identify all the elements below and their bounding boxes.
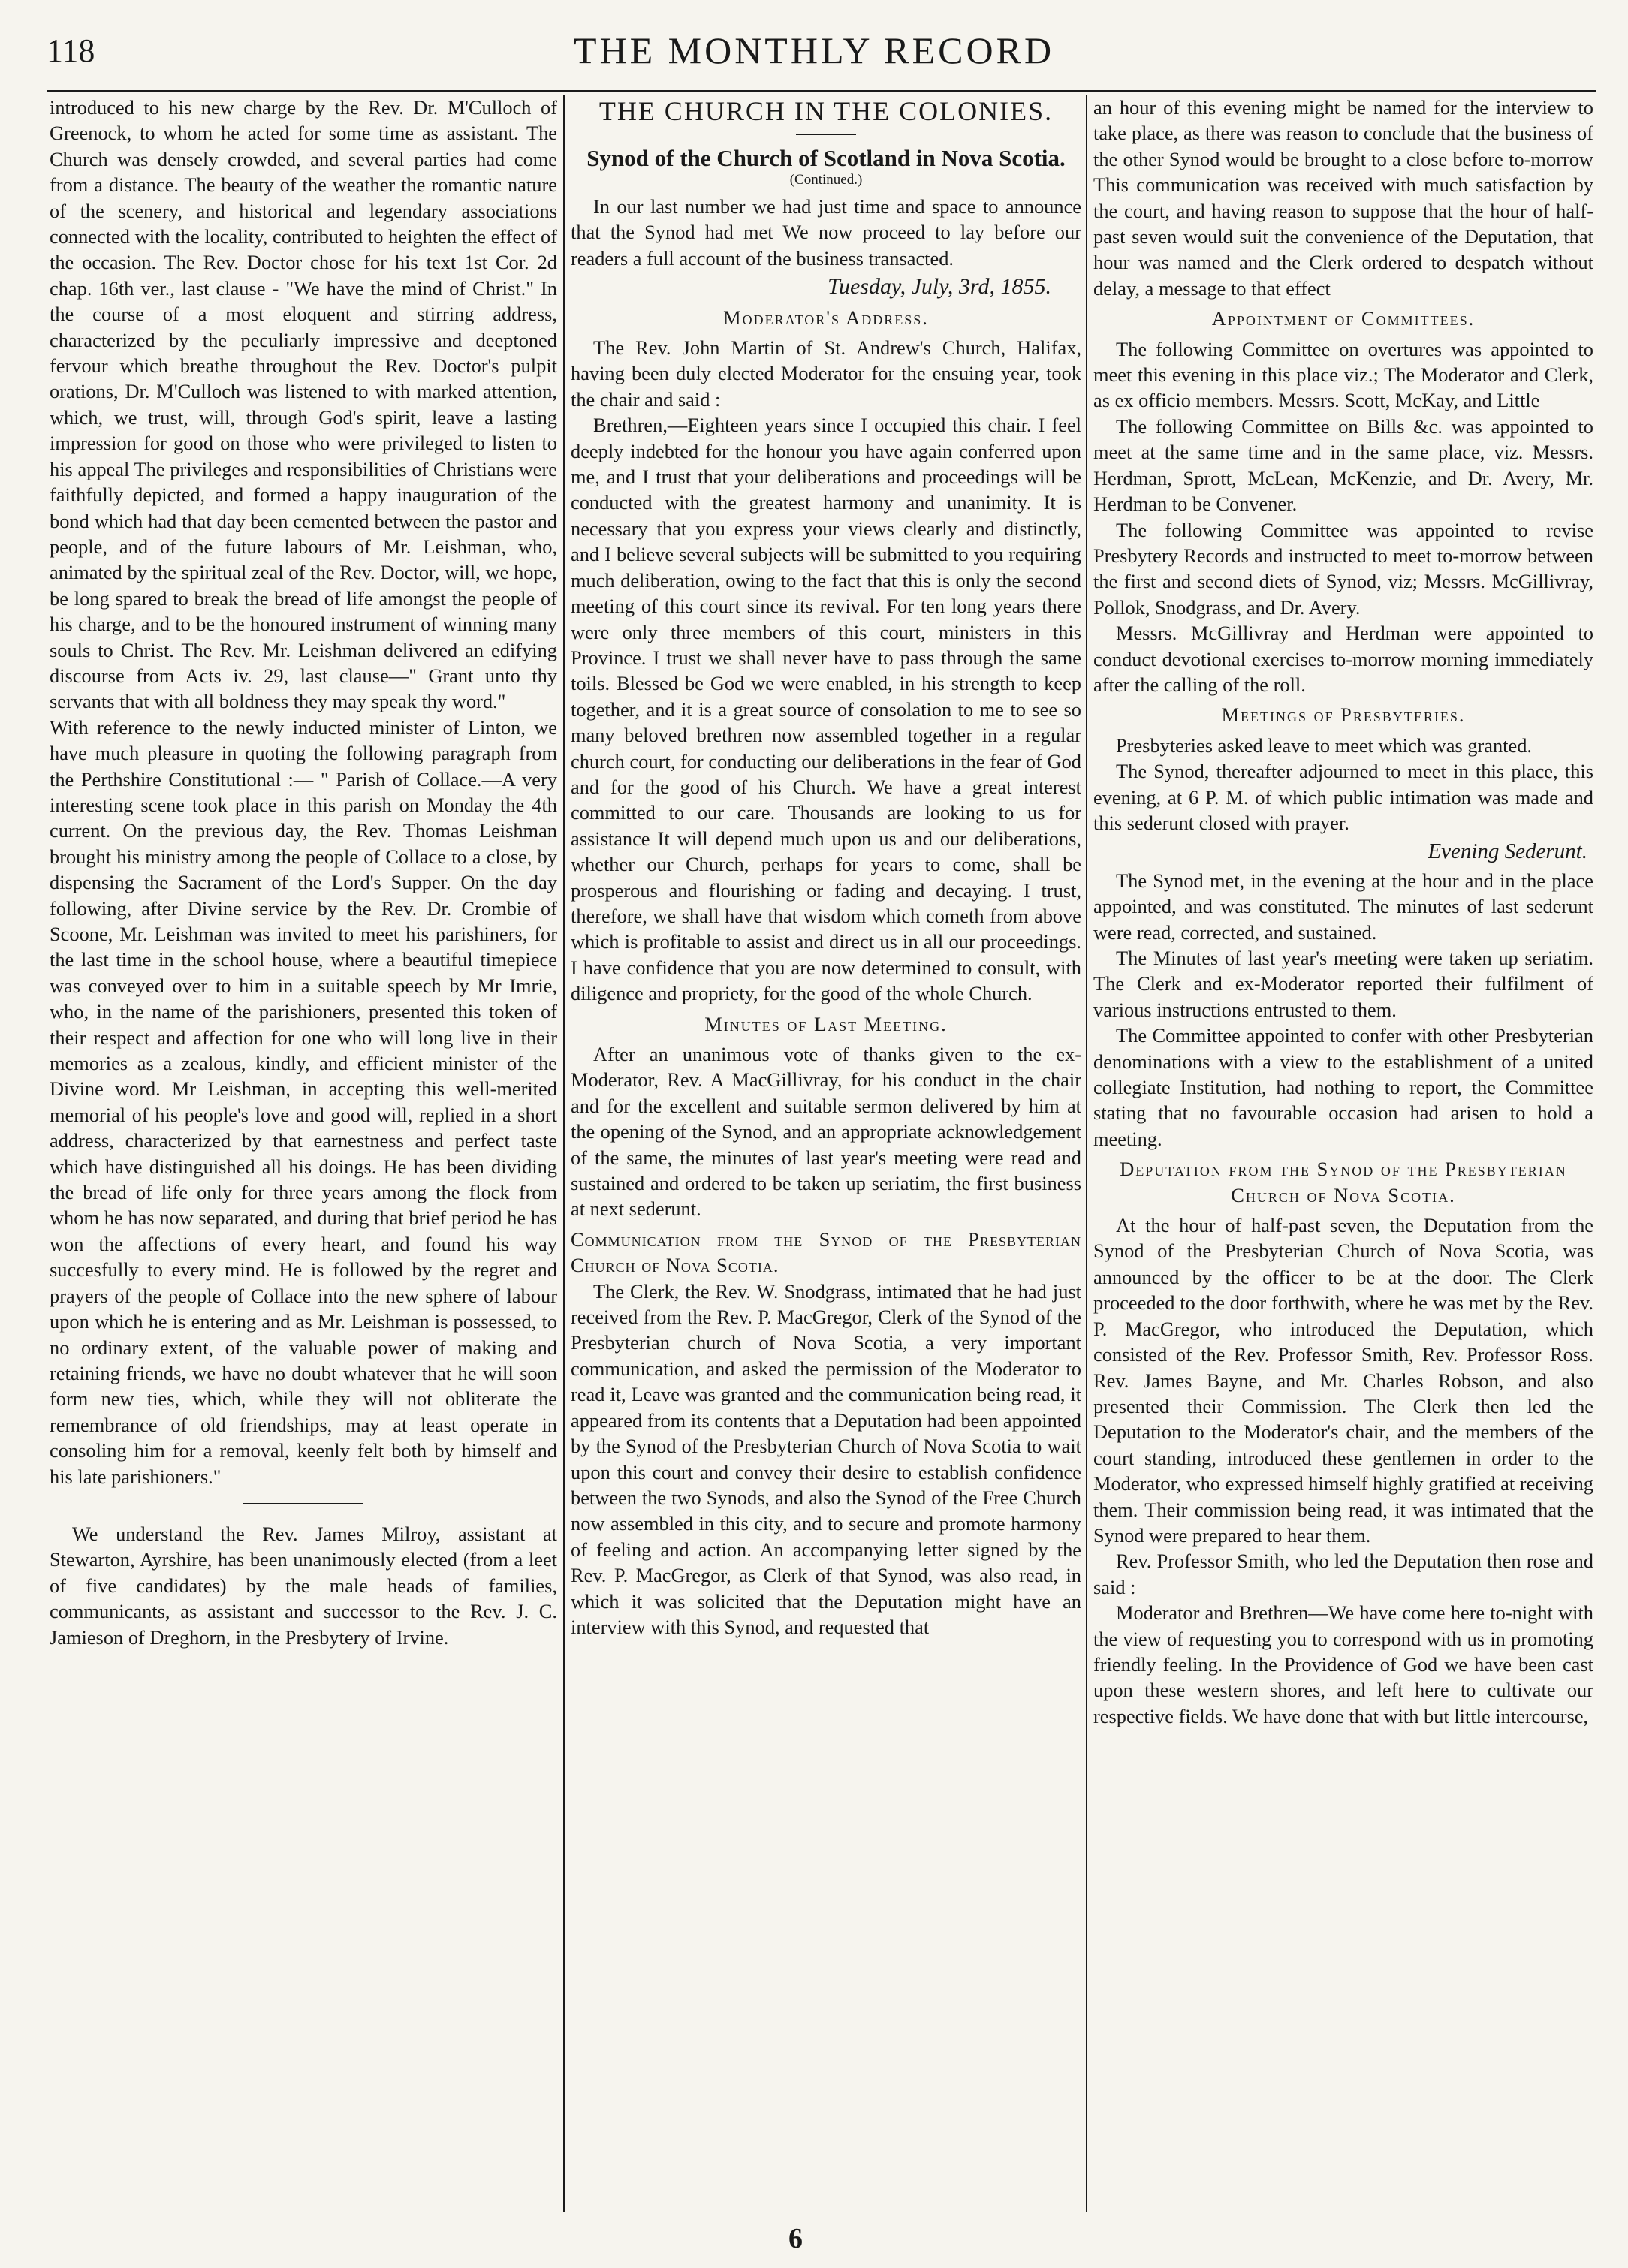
header-rule bbox=[47, 90, 1596, 92]
subheading-committees: Appointment of Committees. bbox=[1211, 307, 1476, 330]
col3-paragraph: The Minutes of last year's meeting were taken up seriatim. The Clerk and ex-Moderator reported their fulfilment of various instructions entrusted to them. bbox=[1093, 947, 1593, 1021]
col3-paragraph: The following Committee on overtures was appointed to meet this evening in this place viz.; The Moderator and Clerk, as ex officio members. Messrs. Scott, McKay, and Little bbox=[1093, 337, 1593, 412]
subheading-deputation: Deputation from the Synod of the Presbyterian Church of Nova Scotia. bbox=[1120, 1158, 1567, 1206]
subheading-communication: Communication from the Synod of the Presbyterian Church of Nova Scotia. bbox=[571, 1227, 1081, 1277]
col2-paragraph: The Clerk, the Rev. W. Snodgrass, intimated that he had just received from the Rev. P. MacGregor, Clerk of the Synod of the Presbyterian church of Nova Scotia, a very important communication, and asked the permission of the Moderator to read it, Leave was granted and the communication being read, it appeared from its contents that a Deputation had been appointed by the Synod of the Presbyterian Church of Nova Scotia to wait upon this court and convey their desire to establish confidence between the two Synods, and also the Synod of the Free Church now assembled in this city, and to secure and promote harmony of feeling and action. An accompanying letter signed by the Rev. P. MacGregor, as Clerk of that Synod, was also read, in which it was solicited that the Deputation might have an interview with this Synod, and requested that bbox=[571, 1279, 1081, 1638]
col2-paragraph: The Rev. John Martin of St. Andrew's Church, Halifax, having been duly elected Moderator for the ensuing year, took the chair and said : bbox=[571, 336, 1081, 411]
column-rule-left bbox=[563, 95, 565, 2212]
col1-paragraph: With reference to the newly inducted minister of Linton, we have much pleasure in quoting the following paragraph from the Perthshire Constitutional :— " Parish of Collace.—A very interesting scene took place in this parish on Monday the 4th current. On the previous day, the Rev. Thomas Leishman brought his ministry among the people of Collace to a close, by dispensing the Sacrament of the Lord's Supper. On the day following, after Divine service by the Rev. Dr. Crombie of Scoone, Mr. Leishman was invited to meet his parishiners, for the last time in the school house, where a beautiful timepiece was conveyed over to him in a suitable speech by Mr Imrie, who, in the name of the parishioners, presented this token of their respect and affection for one who will long live in their memories as a zealous, kindly, and efficient minister of the Divine word. Mr Leishman, in accepting this well-merited memorial of his people's love and good will, replied in a short address, characterized by that earnestness and perfect taste which have distinguished all his doings. He has been dividing the bread of life only for three years among the flock from whom he has now separated, and during that brief period he has won the affections of every heart, and found his way succesfully to every mind. He is followed by the regret and prayers of the people of Collace into the new sphere of labour upon which he is entering and as Mr. Leishman is possessed, to no ordinary extent, of the valuable power of making and retaining friends, we have no doubt whatever that he will soon form new ties, which, while they will not obliterate the remembrance of old friendships, may at least operate in consoling him for a removal, keenly felt both by himself and his late parishioners." bbox=[50, 715, 557, 1488]
col2-paragraph: After an unanimous vote of thanks given to the ex-Moderator, Rev. A MacGillivray, for his conduct in the chair and for the excellent and suitable sermon delivered by him at the opening of the Synod, and an appropriate acknowledgement of the same, the minutes of last year's meeting were read and sustained and ordered to be taken up seriatim, the first business at next sederunt. bbox=[571, 1043, 1081, 1221]
continued-note: (Continued.) bbox=[789, 172, 863, 188]
col3-paragraph: The Committee appointed to confer with other Presbyterian denominations with a view to the establishment of a united collegiate Institution, had nothing to report, the Committee stating that no favourable occasion had arisen to hold a meeting. bbox=[1093, 1024, 1593, 1150]
col3-paragraph: Presbyteries asked leave to meet which was granted. bbox=[1116, 733, 1533, 757]
column-2 bbox=[571, 95, 1081, 2204]
col3-paragraph: an hour of this evening might be named for the interview to take place, as there was reason to conclude that the business of the other Synod would be brought to a close before to-morrow This communication was received with much satisfaction by the court, and having reason to suppose that the hour of half-past seven would suit the convenience of the Deputation, that hour was named and the Clerk ordered to despatch without delay, a message to that effect bbox=[1093, 96, 1593, 300]
col1-paragraph: We understand the Rev. James Milroy, assistant at Stewarton, Ayrshire, has been unanimously elected (from a leet of five candidates) by the male heads of families, communicants, as assistant and successor to the Rev. J. C. Jamieson of Dreghorn, in the Presbytery of Irvine. bbox=[50, 1522, 557, 1649]
col3-paragraph: The Synod, thereafter adjourned to meet in this place, this evening, at 6 P. M. of which public intimation was made and this sederunt closed with prayer. bbox=[1093, 760, 1593, 834]
col3-paragraph: Messrs. McGillivray and Herdman were appointed to conduct devotional exercises to-morrow morning immediately after the calling of the roll. bbox=[1093, 622, 1593, 696]
col3-paragraph: Rev. Professor Smith, who led the Deputation then rose and said : bbox=[1093, 1550, 1593, 1598]
col3-paragraph: The following Committee on Bills &c. was appointed to meet at the same time and in the same place, viz. Messrs. Herdman, Sprott, McLean, McKenzie, and Dr. Avery, Mr. Herdman to be Convener. bbox=[1093, 414, 1593, 516]
col2-paragraph: Brethren,—Eighteen years since I occupied this chair. I feel deeply indebted for the honour you have again conferred upon me, and I trust that your deliberations and proceedings will be conducted with the greatest harmony and unanimity. It is necessary that you express your views clearly and distinctly, and I believe several subjects will be submitted to you requiring much deliberation, owing to the fact that this is only the second meeting of this court since its revival. For ten long years there were only three members of this court, ministers in this Province. I trust we shall never have to pass through the same toils. Blessed be God we were enabled, in his strength to keep together, and it is a great source of consolation to me to see so many beloved brethren now assembled together in a regular church court, for conducting our deliberations in the fear of God and for the good of his Church. We have a great interest committed to our care. Thousands are looking to us for assistance It will depend much upon us and our deliberations, whether our Church, perhaps for years to come, shall be prosperous and flourishing or fading and decaying. I trust, therefore, we shall have that wisdom which cometh from above which is profitable to assist and direct us in all our proceedings. I have confidence that you are now determined to consult, with diligence and propriety, for the good of the whole Church. bbox=[571, 414, 1081, 1005]
subheading-presbyteries: Meetings of Presbyteries. bbox=[1221, 703, 1466, 727]
col3-paragraph: Moderator and Brethren—We have come here to-night with the view of requesting you to correspond with us in promoting friendly feeling. In the Providence of God we have been cast upon these western shores, and left here to cultivate our respective fields. We have done that with but little intercourse, bbox=[1093, 1601, 1593, 1727]
col3-paragraph: The Synod met, in the evening at the hour and in the place appointed, and was constituted. The minutes of last sederunt were read, corrected, and sustained. bbox=[1093, 869, 1593, 944]
section-divider bbox=[243, 1503, 363, 1504]
subheading-moderator-address: Moderator's Address. bbox=[723, 306, 929, 329]
article-title: Synod of the Church of Scotland in Nova Scotia. bbox=[586, 145, 1066, 171]
signature-mark: 6 bbox=[788, 2223, 803, 2254]
page-number: 118 bbox=[47, 32, 95, 69]
col3-paragraph: The following Committee was appointed to revise Presbytery Records and instructed to meet to-morrow between the first and second diets of Synod, viz; Messrs. McGillivray, Pollok, Snodgrass, and Dr. Avery. bbox=[1093, 518, 1593, 619]
page-header bbox=[0, 29, 1628, 89]
running-title: THE MONTHLY RECORD bbox=[573, 29, 1055, 71]
column-3 bbox=[1093, 95, 1593, 2204]
evening-sederunt-heading: Evening Sederunt. bbox=[1428, 839, 1587, 864]
col2-paragraph: In our last number we had just time and space to announce that the Synod had met We now proceed to lay before our readers a full account of the business transacted. bbox=[571, 195, 1081, 270]
article-date: Tuesday, July, 3rd, 1855. bbox=[827, 274, 1051, 300]
col3-paragraph: At the hour of half-past seven, the Deputation from the Synod of the Presbyterian Church of Nova Scotia, was announced by the officer to be at the door. The Clerk proceeded to the door forthwith, where he was met by the Rev. P. MacGregor, who introduced the Deputation, which consisted of the Rev. Professor Smith, Rev. Professor Ross. Rev. James Bayne, and Mr. Charles Robson, and also presented their Commission. The Clerk then led the Deputation to the Moderator's chair, and the members of the court standing, introduced these gentlemen in order to the Moderator, who expressed himself highly gratified at receiving them. Their commission being read, it was intimated that the Synod were prepared to hear them. bbox=[1093, 1214, 1593, 1547]
title-divider bbox=[796, 134, 856, 135]
section-title: THE CHURCH IN THE COLONIES. bbox=[598, 96, 1054, 126]
subheading-minutes: Minutes of Last Meeting. bbox=[704, 1012, 948, 1035]
col1-paragraph: introduced to his new charge by the Rev. Dr. M'Culloch of Greenock, to whom he acted for some time as assistant. The Church was densely crowded, and several parties had come from a distance. The beauty of the weather the romantic nature of the scenery, and historical and legendary associations connected with the locality, contributed to heighten the effect of the occasion. The Rev. Doctor chose for his text 1st Cor. 2d chap. 16th ver., last clause - "We have the mind of Christ." In the course of a most eloquent and stirring address, characterized by the peculiarly impressive and deeptoned fervour which breathe throughout the Rev. Doctor's pulpit orations, Dr. M'Culloch was listened to with marked attention, which, we trust, will, through God's spirit, leave a lasting impression for good on those who were privileged to listen to his appeal The privileges and responsibilities of Christians were faithfully depicted, and formed a happy inauguration of the bond which had that day been cemented between the pastor and people, and of the future labours of Mr. Leishman, who, animated by the spiritual zeal of the Rev. Doctor, will, we hope, be long spared to break the bread of life amongst the people of his charge, and to be the honoured instrument of winning many souls to Christ. The Rev. Mr. Leishman delivered an edifying discourse from Acts iv. 29, last clause—" Grant unto thy servants that with all boldness they may speak thy word." bbox=[50, 96, 557, 713]
column-1 bbox=[50, 95, 557, 2204]
column-rule-right bbox=[1086, 95, 1087, 2212]
